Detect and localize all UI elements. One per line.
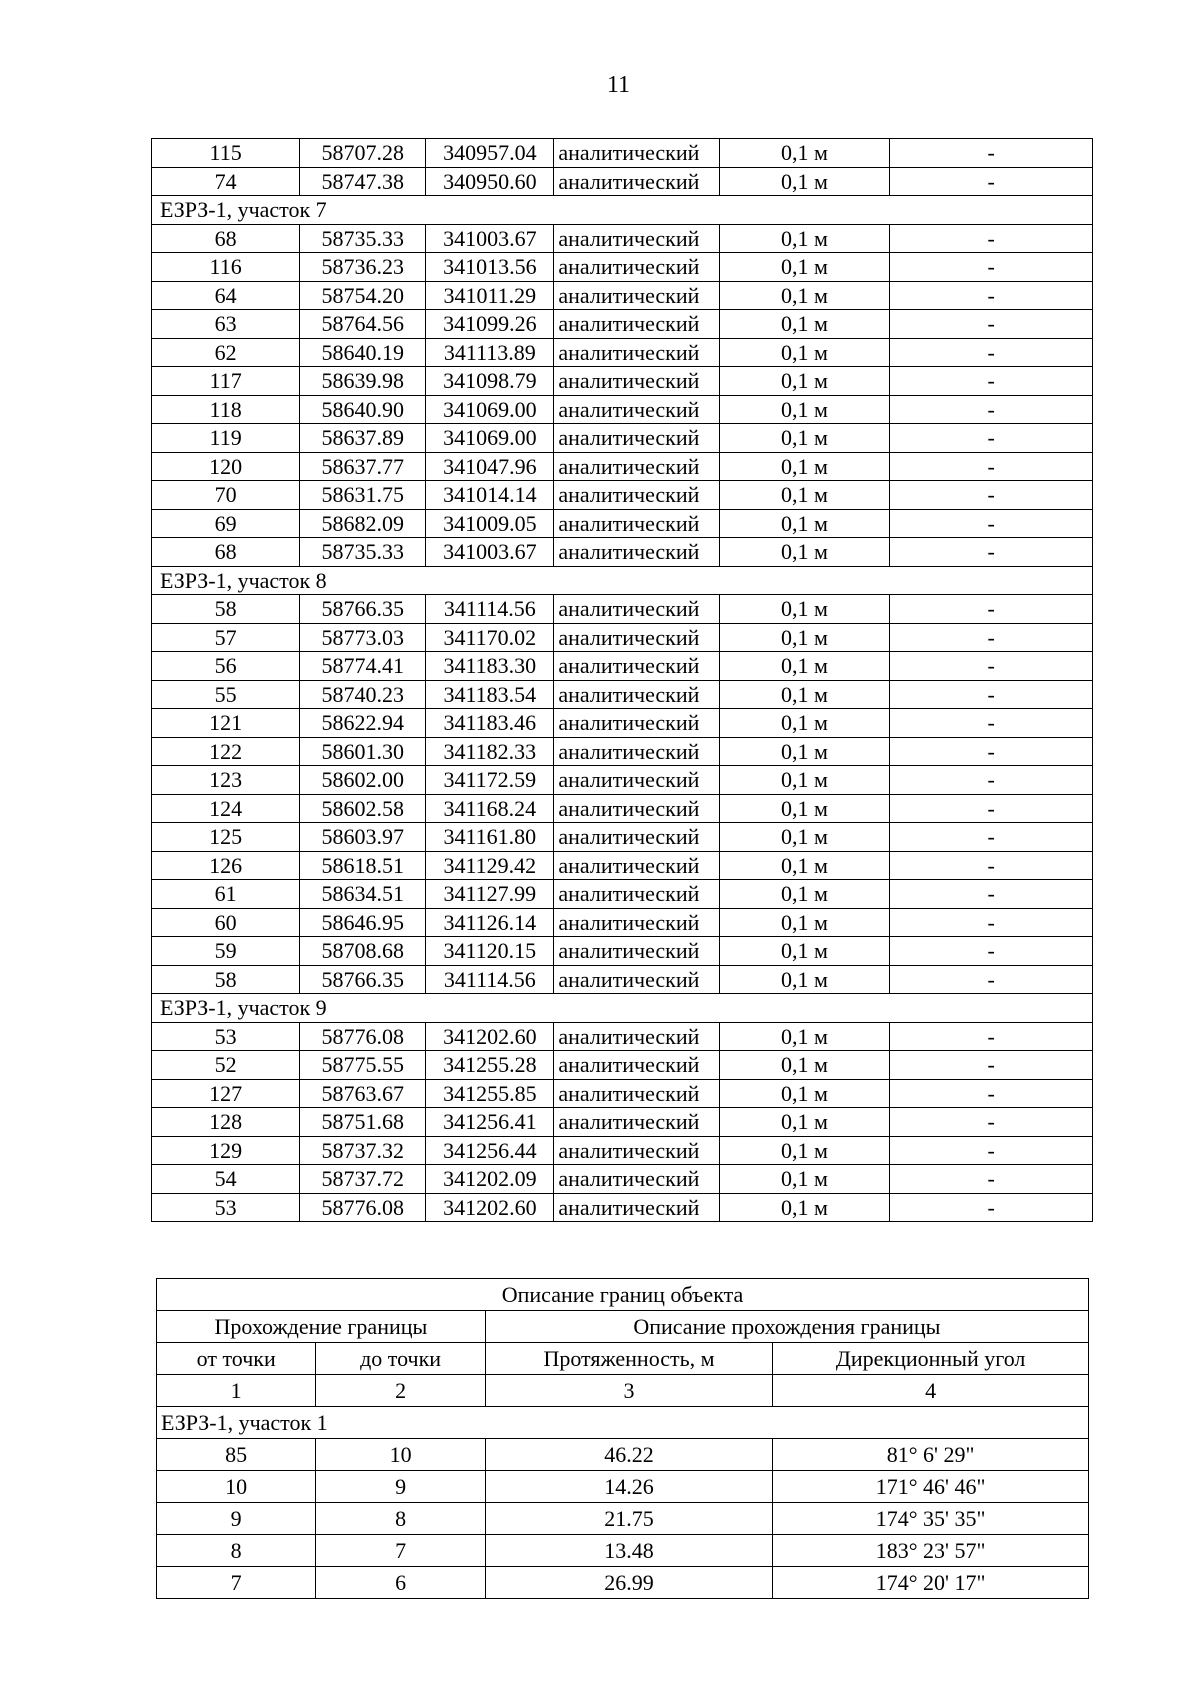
table-row: [152, 281, 1093, 310]
point-number: 125: [152, 823, 300, 852]
coord-x: 58707.28: [300, 139, 426, 168]
method: аналитический: [554, 424, 719, 453]
coord-y: 341099.26: [426, 310, 554, 339]
col-number: 3: [485, 1375, 772, 1407]
coord-y: 340957.04: [426, 139, 554, 168]
from-point: 10: [157, 1471, 316, 1503]
col-header-angle: Дирекционный угол: [773, 1343, 1089, 1375]
point-number: 68: [152, 224, 300, 253]
col-header-length: Протяженность, м: [485, 1343, 772, 1375]
table-row: [152, 424, 1093, 453]
note: -: [890, 139, 1093, 168]
coord-x: 58601.30: [300, 737, 426, 766]
precision: 0,1 м: [719, 1193, 889, 1222]
point-number: 58: [152, 965, 300, 994]
coord-y: 341255.28: [426, 1051, 554, 1080]
note: -: [890, 509, 1093, 538]
coord-y: 341172.59: [426, 766, 554, 795]
precision: 0,1 м: [719, 367, 889, 396]
to-point: 9: [316, 1471, 485, 1503]
boundary-group-header-row: [157, 1311, 1089, 1343]
precision: 0,1 м: [719, 1022, 889, 1051]
method: аналитический: [554, 623, 719, 652]
coord-x: 58602.58: [300, 794, 426, 823]
point-number: 123: [152, 766, 300, 795]
precision: 0,1 м: [719, 737, 889, 766]
precision: 0,1 м: [719, 965, 889, 994]
precision: 0,1 м: [719, 224, 889, 253]
coord-x: 58776.08: [300, 1193, 426, 1222]
note: -: [890, 424, 1093, 453]
table-row: [152, 709, 1093, 738]
method: аналитический: [554, 509, 719, 538]
table-row: [152, 766, 1093, 795]
coord-y: 341014.14: [426, 481, 554, 510]
method: аналитический: [554, 1022, 719, 1051]
point-number: 54: [152, 1165, 300, 1194]
precision: 0,1 м: [719, 538, 889, 567]
point-number: 126: [152, 851, 300, 880]
precision: 0,1 м: [719, 395, 889, 424]
bearing-angle: 183° 23' 57": [773, 1535, 1089, 1567]
precision: 0,1 м: [719, 880, 889, 909]
coord-y: 341129.42: [426, 851, 554, 880]
method: аналитический: [554, 1108, 719, 1137]
table-row: [152, 224, 1093, 253]
section-title: ЕЗРЗ-1, участок 9: [152, 994, 1093, 1023]
coord-y: 341183.30: [426, 652, 554, 681]
note: -: [890, 1136, 1093, 1165]
point-number: 59: [152, 937, 300, 966]
coord-y: 341161.80: [426, 823, 554, 852]
method: аналитический: [554, 965, 719, 994]
method: аналитический: [554, 680, 719, 709]
coord-x: 58602.00: [300, 766, 426, 795]
point-number: 120: [152, 452, 300, 481]
note: -: [890, 965, 1093, 994]
from-point: 7: [157, 1567, 316, 1599]
precision: 0,1 м: [719, 908, 889, 937]
precision: 0,1 м: [719, 310, 889, 339]
point-number: 119: [152, 424, 300, 453]
table-row: [152, 908, 1093, 937]
coord-x: 58754.20: [300, 281, 426, 310]
note: -: [890, 623, 1093, 652]
table-row: [157, 1567, 1089, 1599]
table-row: [152, 481, 1093, 510]
note: -: [890, 1193, 1093, 1222]
to-point: 8: [316, 1503, 485, 1535]
method: аналитический: [554, 281, 719, 310]
note: -: [890, 1165, 1093, 1194]
table-row: [152, 794, 1093, 823]
boundary-column-header-row: [157, 1343, 1089, 1375]
col-header-to: до точки: [316, 1343, 485, 1375]
point-number: 55: [152, 680, 300, 709]
method: аналитический: [554, 1136, 719, 1165]
coord-y: 341202.60: [426, 1022, 554, 1051]
note: -: [890, 737, 1093, 766]
point-number: 56: [152, 652, 300, 681]
table-row: [152, 823, 1093, 852]
note: -: [890, 680, 1093, 709]
coord-y: 341120.15: [426, 937, 554, 966]
section-row: [152, 566, 1093, 595]
precision: 0,1 м: [719, 595, 889, 624]
point-number: 129: [152, 1136, 300, 1165]
method: аналитический: [554, 908, 719, 937]
precision: 0,1 м: [719, 424, 889, 453]
table-row: [152, 167, 1093, 196]
coord-y: 341256.44: [426, 1136, 554, 1165]
from-point: 85: [157, 1439, 316, 1471]
precision: 0,1 м: [719, 1165, 889, 1194]
col-number: 4: [773, 1375, 1089, 1407]
note: -: [890, 937, 1093, 966]
table-row: [152, 851, 1093, 880]
coord-x: 58634.51: [300, 880, 426, 909]
point-number: 64: [152, 281, 300, 310]
group-header-passage: Прохождение границы: [157, 1311, 486, 1343]
boundary-title-row: [157, 1279, 1089, 1311]
coord-y: 341013.56: [426, 253, 554, 282]
note: -: [890, 224, 1093, 253]
point-number: 63: [152, 310, 300, 339]
precision: 0,1 м: [719, 1108, 889, 1137]
method: аналитический: [554, 851, 719, 880]
table-row: [152, 367, 1093, 396]
point-number: 69: [152, 509, 300, 538]
coord-x: 58775.55: [300, 1051, 426, 1080]
coord-x: 58764.56: [300, 310, 426, 339]
note: -: [890, 253, 1093, 282]
note: -: [890, 823, 1093, 852]
coord-x: 58763.67: [300, 1079, 426, 1108]
page-number: 11: [606, 72, 631, 98]
method: аналитический: [554, 1193, 719, 1222]
coord-x: 58737.72: [300, 1165, 426, 1194]
table-row: [152, 1051, 1093, 1080]
method: аналитический: [554, 367, 719, 396]
coord-y: 340950.60: [426, 167, 554, 196]
table-row: [152, 538, 1093, 567]
table-row: [152, 623, 1093, 652]
coord-x: 58622.94: [300, 709, 426, 738]
note: -: [890, 310, 1093, 339]
section-title: ЕЗРЗ-1, участок 1: [157, 1407, 1089, 1439]
point-number: 70: [152, 481, 300, 510]
section-row: [152, 196, 1093, 225]
table-row: [152, 310, 1093, 339]
method: аналитический: [554, 937, 719, 966]
coord-x: 58766.35: [300, 595, 426, 624]
coord-x: 58708.68: [300, 937, 426, 966]
note: -: [890, 281, 1093, 310]
precision: 0,1 м: [719, 1136, 889, 1165]
method: аналитический: [554, 823, 719, 852]
note: -: [890, 794, 1093, 823]
point-number: 53: [152, 1193, 300, 1222]
precision: 0,1 м: [719, 452, 889, 481]
point-number: 52: [152, 1051, 300, 1080]
method: аналитический: [554, 652, 719, 681]
table-row: [152, 139, 1093, 168]
method: аналитический: [554, 338, 719, 367]
coord-x: 58740.23: [300, 680, 426, 709]
point-number: 68: [152, 538, 300, 567]
precision: 0,1 м: [719, 481, 889, 510]
method: аналитический: [554, 224, 719, 253]
note: -: [890, 766, 1093, 795]
method: аналитический: [554, 1051, 719, 1080]
coord-x: 58766.35: [300, 965, 426, 994]
point-number: 117: [152, 367, 300, 396]
precision: 0,1 м: [719, 851, 889, 880]
coord-x: 58639.98: [300, 367, 426, 396]
coord-x: 58637.77: [300, 452, 426, 481]
table-row: [157, 1503, 1089, 1535]
table-row: [152, 395, 1093, 424]
segment-length: 13.48: [485, 1535, 772, 1567]
boundary-column-number-row: [157, 1375, 1089, 1407]
precision: 0,1 м: [719, 823, 889, 852]
coord-y: 341003.67: [426, 224, 554, 253]
note: -: [890, 880, 1093, 909]
boundary-table: [156, 1278, 1089, 1599]
coord-y: 341069.00: [426, 395, 554, 424]
note: -: [890, 1108, 1093, 1137]
precision: 0,1 м: [719, 253, 889, 282]
method: аналитический: [554, 595, 719, 624]
method: аналитический: [554, 1165, 719, 1194]
segment-length: 14.26: [485, 1471, 772, 1503]
table-row: [152, 452, 1093, 481]
precision: 0,1 м: [719, 167, 889, 196]
table-row: [152, 253, 1093, 282]
coord-y: 341170.02: [426, 623, 554, 652]
coord-x: 58773.03: [300, 623, 426, 652]
to-point: 10: [316, 1439, 485, 1471]
coord-y: 341011.29: [426, 281, 554, 310]
coord-x: 58735.33: [300, 224, 426, 253]
method: аналитический: [554, 139, 719, 168]
boundary-section-row: [157, 1407, 1089, 1439]
method: аналитический: [554, 737, 719, 766]
point-number: 53: [152, 1022, 300, 1051]
precision: 0,1 м: [719, 766, 889, 795]
coord-x: 58618.51: [300, 851, 426, 880]
table-row: [152, 1022, 1093, 1051]
coord-y: 341168.24: [426, 794, 554, 823]
note: -: [890, 452, 1093, 481]
coord-y: 341009.05: [426, 509, 554, 538]
precision: 0,1 м: [719, 652, 889, 681]
to-point: 6: [316, 1567, 485, 1599]
method: аналитический: [554, 253, 719, 282]
precision: 0,1 м: [719, 794, 889, 823]
table-row: [152, 965, 1093, 994]
table-row: [157, 1439, 1089, 1471]
table-row: [152, 1108, 1093, 1137]
coord-x: 58646.95: [300, 908, 426, 937]
coord-y: 341182.33: [426, 737, 554, 766]
coord-x: 58774.41: [300, 652, 426, 681]
coord-x: 58640.90: [300, 395, 426, 424]
table-row: [152, 509, 1093, 538]
coord-y: 341183.54: [426, 680, 554, 709]
coord-y: 341202.09: [426, 1165, 554, 1194]
point-number: 61: [152, 880, 300, 909]
coord-y: 341183.46: [426, 709, 554, 738]
coord-x: 58736.23: [300, 253, 426, 282]
bearing-angle: 174° 35' 35": [773, 1503, 1089, 1535]
coord-y: 341127.99: [426, 880, 554, 909]
method: аналитический: [554, 452, 719, 481]
note: -: [890, 338, 1093, 367]
method: аналитический: [554, 766, 719, 795]
table-row: [157, 1535, 1089, 1567]
coord-x: 58751.68: [300, 1108, 426, 1137]
precision: 0,1 м: [719, 139, 889, 168]
coord-y: 341047.96: [426, 452, 554, 481]
method: аналитический: [554, 395, 719, 424]
precision: 0,1 м: [719, 338, 889, 367]
coord-x: 58682.09: [300, 509, 426, 538]
segment-length: 26.99: [485, 1567, 772, 1599]
precision: 0,1 м: [719, 937, 889, 966]
coord-y: 341098.79: [426, 367, 554, 396]
note: -: [890, 851, 1093, 880]
precision: 0,1 м: [719, 281, 889, 310]
table-row: [152, 1165, 1093, 1194]
col-number: 2: [316, 1375, 485, 1407]
table-row: [152, 1079, 1093, 1108]
coord-y: 341113.89: [426, 338, 554, 367]
note: -: [890, 1022, 1093, 1051]
coord-x: 58747.38: [300, 167, 426, 196]
coord-y: 341256.41: [426, 1108, 554, 1137]
table-row: [152, 737, 1093, 766]
coordinates-table: [151, 138, 1093, 1222]
col-header-from: от точки: [157, 1343, 316, 1375]
point-number: 60: [152, 908, 300, 937]
note: -: [890, 395, 1093, 424]
point-number: 122: [152, 737, 300, 766]
point-number: 62: [152, 338, 300, 367]
method: аналитический: [554, 880, 719, 909]
point-number: 57: [152, 623, 300, 652]
point-number: 128: [152, 1108, 300, 1137]
note: -: [890, 595, 1093, 624]
coord-y: 341114.56: [426, 595, 554, 624]
coord-x: 58603.97: [300, 823, 426, 852]
bearing-angle: 81° 6' 29": [773, 1439, 1089, 1471]
note: -: [890, 538, 1093, 567]
bearing-angle: 171° 46' 46": [773, 1471, 1089, 1503]
coord-y: 341255.85: [426, 1079, 554, 1108]
method: аналитический: [554, 167, 719, 196]
coord-y: 341069.00: [426, 424, 554, 453]
boundary-table-title: Описание границ объекта: [157, 1279, 1089, 1311]
method: аналитический: [554, 310, 719, 339]
point-number: 124: [152, 794, 300, 823]
method: аналитический: [554, 709, 719, 738]
table-row: [152, 1193, 1093, 1222]
segment-length: 21.75: [485, 1503, 772, 1535]
table-row: [152, 338, 1093, 367]
table-row: [152, 1136, 1093, 1165]
point-number: 116: [152, 253, 300, 282]
note: -: [890, 1079, 1093, 1108]
point-number: 115: [152, 139, 300, 168]
coord-x: 58640.19: [300, 338, 426, 367]
table-row: [152, 937, 1093, 966]
precision: 0,1 м: [719, 1051, 889, 1080]
from-point: 8: [157, 1535, 316, 1567]
from-point: 9: [157, 1503, 316, 1535]
coord-x: 58776.08: [300, 1022, 426, 1051]
note: -: [890, 709, 1093, 738]
coord-x: 58631.75: [300, 481, 426, 510]
coord-y: 341126.14: [426, 908, 554, 937]
to-point: 7: [316, 1535, 485, 1567]
coord-x: 58735.33: [300, 538, 426, 567]
coord-y: 341202.60: [426, 1193, 554, 1222]
note: -: [890, 481, 1093, 510]
coord-x: 58637.89: [300, 424, 426, 453]
method: аналитический: [554, 1079, 719, 1108]
note: -: [890, 367, 1093, 396]
precision: 0,1 м: [719, 709, 889, 738]
precision: 0,1 м: [719, 509, 889, 538]
coord-y: 341114.56: [426, 965, 554, 994]
segment-length: 46.22: [485, 1439, 772, 1471]
method: аналитический: [554, 794, 719, 823]
point-number: 118: [152, 395, 300, 424]
table-row: [152, 652, 1093, 681]
point-number: 58: [152, 595, 300, 624]
col-number: 1: [157, 1375, 316, 1407]
precision: 0,1 м: [719, 1079, 889, 1108]
note: -: [890, 652, 1093, 681]
group-header-description: Описание прохождения границы: [485, 1311, 1088, 1343]
precision: 0,1 м: [719, 680, 889, 709]
table-row: [157, 1471, 1089, 1503]
section-title: ЕЗРЗ-1, участок 8: [152, 566, 1093, 595]
section-title: ЕЗРЗ-1, участок 7: [152, 196, 1093, 225]
precision: 0,1 м: [719, 623, 889, 652]
section-row: [152, 994, 1093, 1023]
note: -: [890, 167, 1093, 196]
point-number: 127: [152, 1079, 300, 1108]
table-row: [152, 880, 1093, 909]
point-number: 74: [152, 167, 300, 196]
method: аналитический: [554, 538, 719, 567]
coord-y: 341003.67: [426, 538, 554, 567]
note: -: [890, 908, 1093, 937]
table-row: [152, 680, 1093, 709]
point-number: 121: [152, 709, 300, 738]
bearing-angle: 174° 20' 17": [773, 1567, 1089, 1599]
coord-x: 58737.32: [300, 1136, 426, 1165]
table-row: [152, 595, 1093, 624]
note: -: [890, 1051, 1093, 1080]
method: аналитический: [554, 481, 719, 510]
